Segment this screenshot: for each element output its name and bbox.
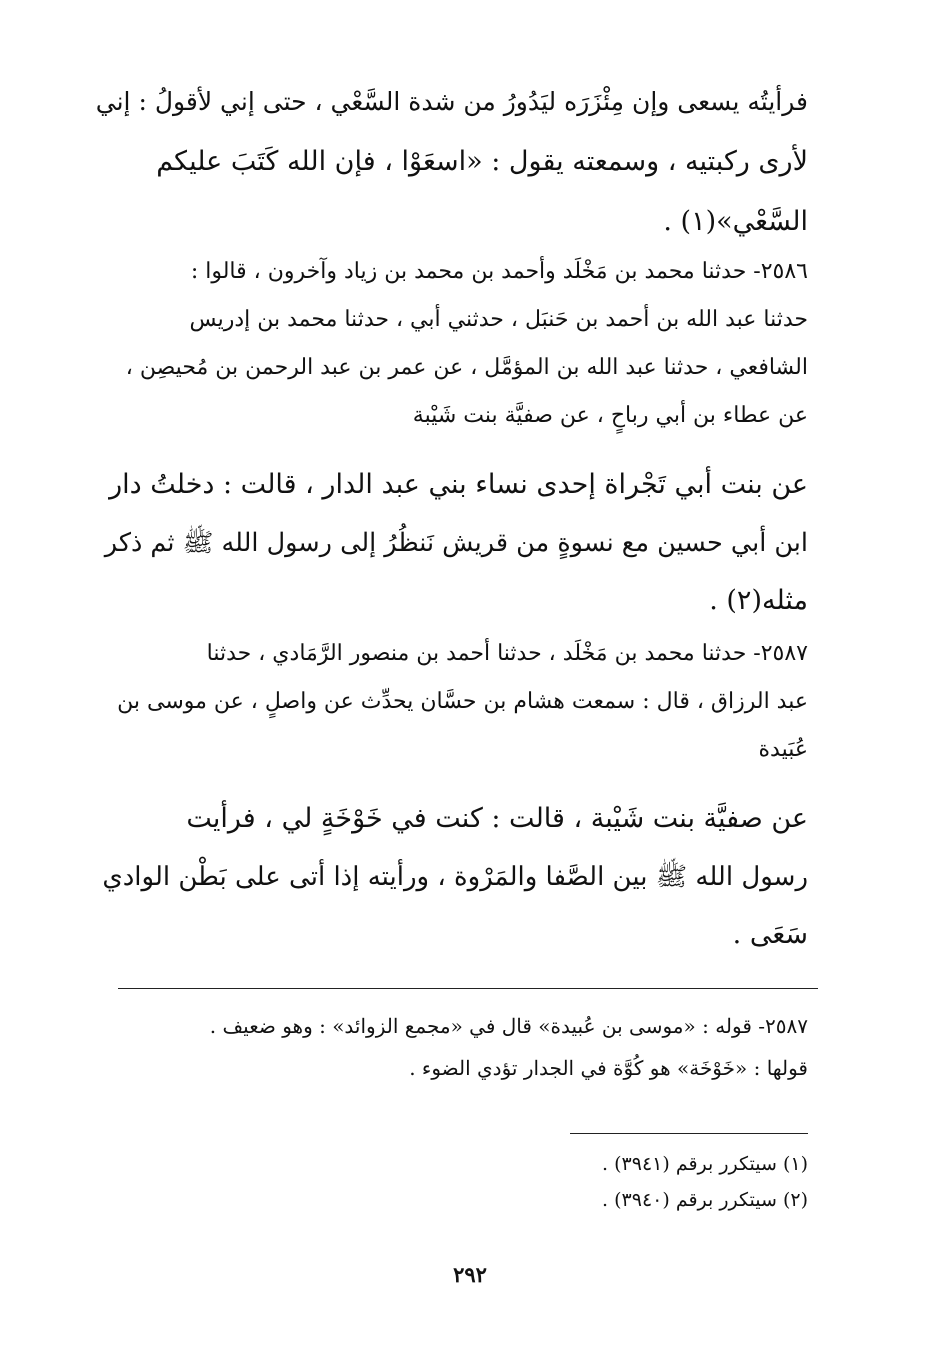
isnad-2587 bbox=[96, 630, 808, 774]
text-line: عُبَيدة bbox=[758, 737, 808, 762]
text-line: ٢٥٨٦- حدثنا محمد بن مَخْلَد وأحمد بن محمد بن زياد وآخرون ، قالوا : bbox=[190, 259, 808, 284]
text-line: ابن أبي حسين مع نسوةٍ من قريش نَنظُرُ إلى رسول الله ﷺ ثم ذكر bbox=[104, 528, 808, 558]
footnotes bbox=[96, 1146, 808, 1218]
text-line: الشافعي ، حدثنا عبد الله بن المؤمَّل ، عن عمر بن عبد الرحمن بن مُحيصِن ، bbox=[125, 355, 808, 380]
text-line: عن بنت أبي تَجْراة إحدى نساء بني عبد الدار ، قالت : دخلتُ دار bbox=[109, 469, 808, 500]
text-line: فرأيتُه يسعى وإن مِئْزَرَه ليَدُورُ من شدة السَّعْي ، حتى إني لأقولُ : إني bbox=[96, 87, 808, 116]
footnotes-separator bbox=[570, 1133, 808, 1134]
notes-separator bbox=[118, 988, 818, 989]
text-line: عن صفيَّة بنت شَيْبة ، قالت : كنت في خَوْخَةٍ لي ، فرأيت bbox=[186, 803, 808, 834]
footnote-2: (٢) سيتكرر برقم (٣٩٤٠) . bbox=[602, 1189, 808, 1211]
text-line: مثله(٢) . bbox=[709, 585, 808, 616]
note-line: ٢٥٨٧- قوله : «موسى بن عُبيدة» قال في «مجمع الزوائد» : وهو ضعيف . bbox=[209, 1014, 808, 1038]
note-line: قولها : «خَوْخَة» هو كُوَّة في الجدار تؤدي الضوء . bbox=[409, 1056, 808, 1080]
text-line: ٢٥٨٧- حدثنا محمد بن مَخْلَد ، حدثنا أحمد بن منصور الرَّمَادي ، حدثنا bbox=[206, 641, 808, 666]
page-number: ٢٩٢ bbox=[453, 1262, 487, 1287]
paragraph-1 bbox=[96, 72, 808, 252]
matn-2587 bbox=[96, 790, 808, 964]
footnote-1: (١) سيتكرر برقم (٣٩٤١) . bbox=[602, 1153, 808, 1175]
text-line: عن عطاء بن أبي رباحٍ ، عن صفيَّة بنت شَيْبة bbox=[412, 403, 808, 428]
matn-2586 bbox=[96, 456, 808, 630]
text-line: رسول الله ﷺ بين الصَّفا والمَرْوة ، ورأيته إذا أتى على بَطْن الوادي bbox=[102, 862, 808, 892]
text-line: لأرى ركبتيه ، وسمعته يقول : «اسعَوْا ، فإن الله كَتَبَ عليكم bbox=[156, 146, 808, 177]
text-line: عبد الرزاق ، قال : سمعت هشام بن حسَّان يحدِّث عن واصلٍ ، عن موسى بن bbox=[117, 689, 808, 714]
isnad-2586 bbox=[96, 248, 808, 440]
text-line: سَعَى . bbox=[732, 919, 808, 950]
text-line: حدثنا عبد الله بن أحمد بن حَنبَل ، حدثني أبي ، حدثنا محمد بن إدريس bbox=[189, 307, 808, 332]
text-line: السَّعْي»(١) . bbox=[663, 206, 808, 237]
commentary-notes bbox=[96, 1005, 808, 1089]
